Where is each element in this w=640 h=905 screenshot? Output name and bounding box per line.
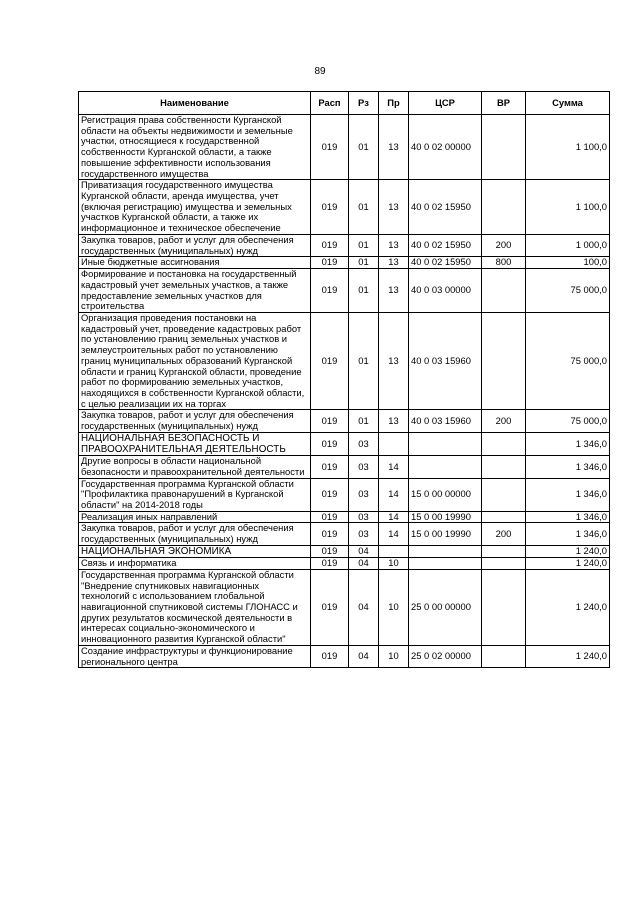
row-vr <box>482 432 526 455</box>
section-row <box>79 545 610 557</box>
table-row <box>79 558 610 570</box>
row-name: Создание инфраструктуры и функционирование регионального центра <box>79 645 311 667</box>
header-pr: Пр <box>379 92 409 115</box>
row-vr: 200 <box>482 234 526 256</box>
row-csr: 40 0 02 15950 <box>409 234 482 256</box>
row-csr: 40 0 02 00000 <box>409 115 482 180</box>
row-sum: 1 240,0 <box>526 545 610 557</box>
row-csr: 40 0 03 15960 <box>409 312 482 409</box>
row-pr: 14 <box>379 523 409 545</box>
row-name: НАЦИОНАЛЬНАЯ БЕЗОПАСНОСТЬ И ПРАВООХРАНИТЕЛЬНАЯ ДЕЯТЕЛЬНОСТЬ <box>79 432 311 455</box>
row-csr: 40 0 02 15950 <box>409 180 482 235</box>
table-row <box>79 523 610 545</box>
table-row <box>79 180 610 235</box>
budget-table <box>78 91 610 668</box>
row-rasp: 019 <box>311 558 349 570</box>
row-rasp: 019 <box>311 478 349 511</box>
row-rasp: 019 <box>311 115 349 180</box>
table-row <box>79 115 610 180</box>
row-vr <box>482 558 526 570</box>
row-sum: 1 346,0 <box>526 523 610 545</box>
row-pr: 13 <box>379 115 409 180</box>
row-name: Связь и информатика <box>79 558 311 570</box>
row-csr <box>409 545 482 557</box>
row-rz: 03 <box>349 432 379 455</box>
table-body <box>79 115 610 668</box>
row-rz: 03 <box>349 511 379 523</box>
table-row <box>79 645 610 667</box>
row-sum: 100,0 <box>526 257 610 269</box>
row-pr: 10 <box>379 569 409 645</box>
row-pr: 13 <box>379 257 409 269</box>
row-csr <box>409 558 482 570</box>
table-row <box>79 257 610 269</box>
header-sum: Сумма <box>526 92 610 115</box>
row-rz: 01 <box>349 410 379 432</box>
row-rasp: 019 <box>311 269 349 313</box>
row-sum: 75 000,0 <box>526 410 610 432</box>
row-sum: 1 346,0 <box>526 511 610 523</box>
row-pr: 14 <box>379 478 409 511</box>
row-rz: 01 <box>349 234 379 256</box>
table-header <box>79 92 610 115</box>
row-vr <box>482 569 526 645</box>
row-vr: 200 <box>482 410 526 432</box>
row-rasp: 019 <box>311 645 349 667</box>
row-vr <box>482 511 526 523</box>
row-rz: 01 <box>349 180 379 235</box>
header-rz: Рз <box>349 92 379 115</box>
row-csr: 15 0 00 00000 <box>409 478 482 511</box>
row-rz: 04 <box>349 558 379 570</box>
row-csr: 40 0 03 00000 <box>409 269 482 313</box>
row-pr: 13 <box>379 180 409 235</box>
row-vr <box>482 456 526 478</box>
row-name: Иные бюджетные ассигнования <box>79 257 311 269</box>
row-csr: 40 0 03 15960 <box>409 410 482 432</box>
row-rasp: 019 <box>311 511 349 523</box>
row-csr: 15 0 00 19990 <box>409 511 482 523</box>
row-vr <box>482 312 526 409</box>
row-sum: 1 346,0 <box>526 478 610 511</box>
row-rz: 04 <box>349 545 379 557</box>
row-pr: 14 <box>379 511 409 523</box>
row-name: Регистрация права собственности Курганской области на объекты недвижимости и земельные участки, относящиеся к государственной собственности Курганской области, а также повышение эффективности использования государственного имущества <box>79 115 311 180</box>
row-csr: 25 0 02 00000 <box>409 645 482 667</box>
row-sum: 1 240,0 <box>526 645 610 667</box>
row-pr <box>379 545 409 557</box>
row-pr: 13 <box>379 410 409 432</box>
row-name: Формирование и постановка на государственный кадастровый учет земельных участков, а также предоставление земельных участков для строительства <box>79 269 311 313</box>
row-name: Реализация иных направлений <box>79 511 311 523</box>
row-csr <box>409 432 482 455</box>
row-rz: 01 <box>349 269 379 313</box>
row-sum: 1 100,0 <box>526 115 610 180</box>
row-sum: 1 240,0 <box>526 569 610 645</box>
header-rasp: Расп <box>311 92 349 115</box>
row-sum: 1 346,0 <box>526 432 610 455</box>
row-pr: 14 <box>379 456 409 478</box>
row-vr <box>482 269 526 313</box>
row-vr: 800 <box>482 257 526 269</box>
row-rasp: 019 <box>311 523 349 545</box>
row-vr: 200 <box>482 523 526 545</box>
row-name: Государственная программа Курганской области "Профилактика правонарушений в Курганской области" на 2014-2018 годы <box>79 478 311 511</box>
table-row <box>79 234 610 256</box>
row-rasp: 019 <box>311 569 349 645</box>
row-sum: 75 000,0 <box>526 312 610 409</box>
row-name: Другие вопросы в области национальной безопасности и правоохранительной деятельности <box>79 456 311 478</box>
row-rz: 04 <box>349 569 379 645</box>
page-number: 89 <box>314 66 326 77</box>
row-sum: 1 000,0 <box>526 234 610 256</box>
row-pr: 10 <box>379 645 409 667</box>
row-sum: 1 346,0 <box>526 456 610 478</box>
row-rasp: 019 <box>311 312 349 409</box>
row-sum: 1 100,0 <box>526 180 610 235</box>
table-row <box>79 478 610 511</box>
table-row <box>79 410 610 432</box>
row-vr <box>482 645 526 667</box>
section-row <box>79 432 610 455</box>
row-rz: 04 <box>349 645 379 667</box>
row-pr: 13 <box>379 234 409 256</box>
row-rz: 01 <box>349 115 379 180</box>
row-rz: 01 <box>349 257 379 269</box>
row-rz: 03 <box>349 478 379 511</box>
row-rz: 03 <box>349 523 379 545</box>
row-rasp: 019 <box>311 456 349 478</box>
row-vr <box>482 478 526 511</box>
row-name: Организация проведения постановки на кадастровый учет, проведение кадастровых работ по установлению границ земельных участков и землеустроительных работ по установлению границ муниципальных образований Курганской области и границ Курганской области, проведение работ по формированию земельных участков, находящихся в собственности Курганской области, с целью реализации их на торгах <box>79 312 311 409</box>
row-name: Закупка товаров, работ и услуг для обеспечения государственных (муниципальных) нужд <box>79 523 311 545</box>
row-rasp: 019 <box>311 234 349 256</box>
row-rasp: 019 <box>311 545 349 557</box>
row-name: Закупка товаров, работ и услуг для обеспечения государственных (муниципальных) нужд <box>79 234 311 256</box>
row-rasp: 019 <box>311 432 349 455</box>
row-vr <box>482 115 526 180</box>
row-pr: 13 <box>379 312 409 409</box>
table-row <box>79 456 610 478</box>
row-csr: 25 0 00 00000 <box>409 569 482 645</box>
table-row <box>79 312 610 409</box>
row-name: Государственная программа Курганской области "Внедрение спутниковых навигационных технологий с использованием глобальной навигационной спутниковой системы ГЛОНАСС и других результатов космической деятельности в интересах социально-экономического и инновационного развития Курганской области" <box>79 569 311 645</box>
row-csr <box>409 456 482 478</box>
table-row <box>79 269 610 313</box>
row-name: Приватизация государственного имущества Курганской области, аренда имущества, учет (включая регистрацию) имущества и земельных участков Курганской области, а также их информационное и техническое обеспечение <box>79 180 311 235</box>
row-vr <box>482 545 526 557</box>
row-sum: 75 000,0 <box>526 269 610 313</box>
table-row <box>79 511 610 523</box>
row-rasp: 019 <box>311 410 349 432</box>
row-csr: 15 0 00 19990 <box>409 523 482 545</box>
row-rz: 03 <box>349 456 379 478</box>
row-csr: 40 0 02 15950 <box>409 257 482 269</box>
header-row <box>79 92 610 115</box>
table-row <box>79 569 610 645</box>
row-sum: 1 240,0 <box>526 558 610 570</box>
row-name: Закупка товаров, работ и услуг для обеспечения государственных (муниципальных) нужд <box>79 410 311 432</box>
row-pr <box>379 432 409 455</box>
row-rasp: 019 <box>311 180 349 235</box>
row-rz: 01 <box>349 312 379 409</box>
row-vr <box>482 180 526 235</box>
row-pr: 10 <box>379 558 409 570</box>
row-pr: 13 <box>379 269 409 313</box>
header-csr: ЦСР <box>409 92 482 115</box>
header-name: Наименование <box>79 92 311 115</box>
row-name: НАЦИОНАЛЬНАЯ ЭКОНОМИКА <box>79 545 311 557</box>
row-rasp: 019 <box>311 257 349 269</box>
header-vr: ВР <box>482 92 526 115</box>
